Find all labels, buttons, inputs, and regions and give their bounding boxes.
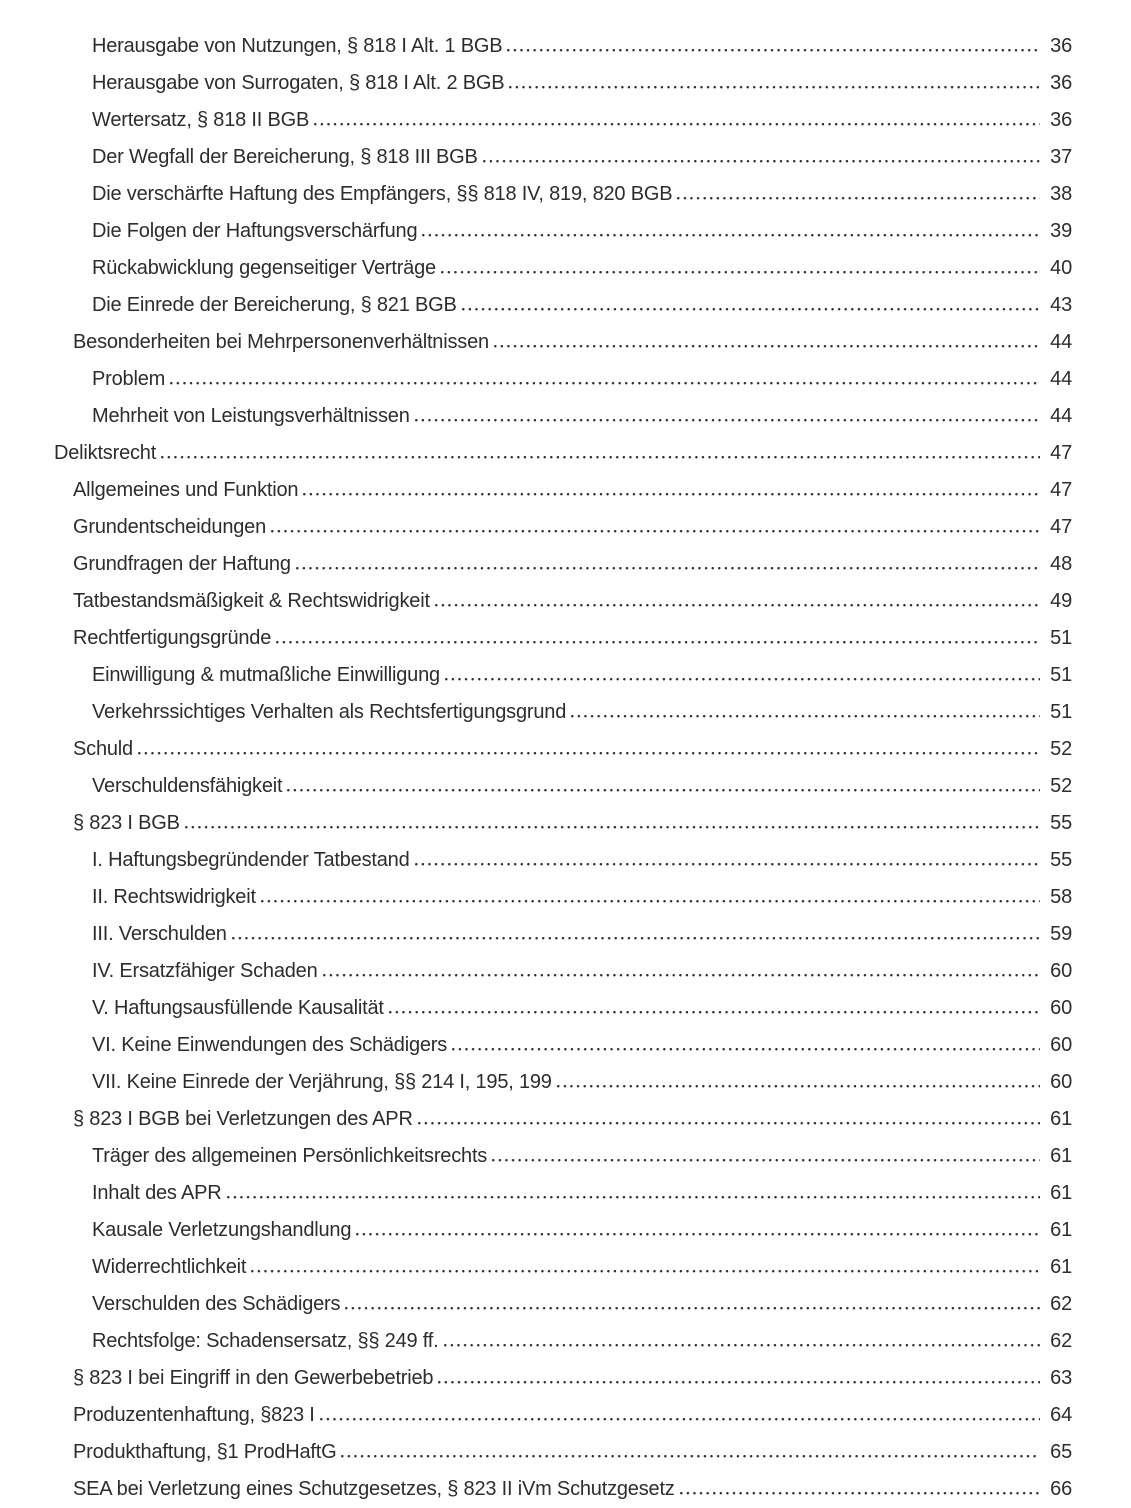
toc-entry[interactable] (54, 1249, 1072, 1286)
toc-entry[interactable] (54, 361, 1072, 398)
toc-entry-label: III. Verschulden (92, 923, 227, 945)
dot-leader (170, 381, 1040, 385)
toc-page-number: 47 (1050, 442, 1072, 464)
toc-entry[interactable] (54, 509, 1072, 546)
dot-leader (341, 1454, 1040, 1458)
toc-entry-label: Tatbestandsmäßigkeit & Rechtswidrigkeit (73, 590, 430, 612)
toc-entry-label: Rechtfertigungsgründe (73, 627, 272, 649)
toc-entry[interactable] (54, 139, 1072, 176)
toc-entry-label: I. Haftungsbegründender Tatbestand (92, 849, 410, 871)
dot-leader (415, 418, 1040, 422)
toc-page-number: 51 (1050, 701, 1072, 723)
toc-page-number: 48 (1050, 553, 1072, 575)
dot-leader (314, 122, 1040, 126)
toc-entry-label: VI. Keine Einwendungen des Schädigers (92, 1034, 448, 1056)
toc-entry[interactable] (54, 546, 1072, 583)
toc-entry[interactable] (54, 1027, 1072, 1064)
dot-leader (507, 48, 1040, 52)
toc-page-number: 40 (1050, 257, 1072, 279)
toc-entry[interactable] (54, 953, 1072, 990)
toc-entry-label: SEA bei Verletzung eines Schutzgesetzes, § 823 II iVm Schutzgesetz (73, 1478, 675, 1500)
toc-entry[interactable] (54, 879, 1072, 916)
toc-entry-label: Verschuldensfähigkeit (92, 775, 283, 797)
toc-page-number: 66 (1050, 1478, 1072, 1500)
toc-page-number: 64 (1050, 1404, 1072, 1426)
toc-page-number: 47 (1050, 479, 1072, 501)
toc-page-number: 55 (1050, 812, 1072, 834)
toc-page-number: 38 (1050, 183, 1072, 205)
toc-entry-label: Grundfragen der Haftung (73, 553, 291, 575)
toc-entry-label: Herausgabe von Surrogaten, § 818 I Alt. 2 BGB (92, 72, 505, 94)
toc-page-number: 58 (1050, 886, 1072, 908)
toc-entry-label: Einwilligung & mutmaßliche Einwilligung (92, 664, 440, 686)
toc-entry[interactable] (54, 1397, 1072, 1434)
dot-leader (356, 1232, 1040, 1236)
toc-entry[interactable] (54, 472, 1072, 509)
toc-entry-label: Allgemeines und Funktion (73, 479, 299, 501)
toc-page-number: 49 (1050, 590, 1072, 612)
dot-leader (444, 1343, 1041, 1347)
toc-entry[interactable] (54, 657, 1072, 694)
dot-leader (422, 233, 1040, 237)
toc-page-number: 63 (1050, 1367, 1072, 1389)
dot-leader (483, 159, 1040, 163)
dot-leader (509, 85, 1040, 89)
toc-entry[interactable] (54, 731, 1072, 768)
toc-entry-label: Widerrechtlichkeit (92, 1256, 247, 1278)
dot-leader (287, 788, 1040, 792)
toc-entry-label: Herausgabe von Nutzungen, § 818 I Alt. 1 BGB (92, 35, 503, 57)
dot-leader (227, 1195, 1040, 1199)
toc-page-number: 62 (1050, 1293, 1072, 1315)
toc-entry[interactable] (54, 768, 1072, 805)
toc-page-number: 51 (1050, 664, 1072, 686)
toc-page-number: 36 (1050, 35, 1072, 57)
toc-page-number: 60 (1050, 1034, 1072, 1056)
toc-entry-label: Rechtsfolge: Schadensersatz, §§ 249 ff. (92, 1330, 439, 1352)
toc-entry-label: Inhalt des APR (92, 1182, 222, 1204)
toc-page-number: 60 (1050, 960, 1072, 982)
toc-entry[interactable] (54, 65, 1072, 102)
toc-entry-label: Besonderheiten bei Mehrpersonenverhältnissen (73, 331, 489, 353)
toc-entry-label: VII. Keine Einrede der Verjährung, §§ 214 I, 195, 199 (92, 1071, 552, 1093)
toc-entry-label: Die Folgen der Haftungsverschärfung (92, 220, 418, 242)
toc-page-number: 36 (1050, 72, 1072, 94)
toc-page-number: 59 (1050, 923, 1072, 945)
dot-leader (438, 1380, 1040, 1384)
dot-leader (418, 1121, 1040, 1125)
toc-page-number: 44 (1050, 331, 1072, 353)
toc-entry[interactable] (54, 213, 1072, 250)
toc-entry[interactable] (54, 398, 1072, 435)
toc-entry[interactable] (54, 1286, 1072, 1323)
dot-leader (677, 196, 1040, 200)
toc-entry-label: Schuld (73, 738, 133, 760)
toc-entry[interactable] (54, 1212, 1072, 1249)
toc-entry[interactable] (54, 1138, 1072, 1175)
toc-page-number: 60 (1050, 997, 1072, 1019)
toc-entry[interactable] (54, 287, 1072, 324)
toc-entry[interactable] (54, 583, 1072, 620)
dot-leader (161, 455, 1040, 459)
toc-entry[interactable] (54, 805, 1072, 842)
toc-entry[interactable] (54, 990, 1072, 1027)
toc-entry-label: Kausale Verletzungshandlung (92, 1219, 352, 1241)
toc-entry[interactable] (54, 694, 1072, 731)
toc-entry-label: § 823 I BGB bei Verletzungen des APR (73, 1108, 413, 1130)
toc-page-number: 47 (1050, 516, 1072, 538)
dot-leader (557, 1084, 1040, 1088)
toc-entry-label: Verschulden des Schädigers (92, 1293, 341, 1315)
toc-entry-label: § 823 I BGB (73, 812, 180, 834)
toc-entry[interactable] (54, 916, 1072, 953)
toc-entry-label: Problem (92, 368, 166, 390)
dot-leader (680, 1491, 1040, 1495)
toc-entry-label: § 823 I bei Eingriff in den Gewerbebetrieb (73, 1367, 434, 1389)
dot-leader (571, 714, 1040, 718)
toc-entry-label: Träger des allgemeinen Persönlichkeitsrechts (92, 1145, 488, 1167)
toc-page-number: 36 (1050, 109, 1072, 131)
toc-page-number: 61 (1050, 1108, 1072, 1130)
dot-leader (441, 270, 1040, 274)
dot-leader (323, 973, 1040, 977)
dot-leader (296, 566, 1040, 570)
toc-page-number: 37 (1050, 146, 1072, 168)
toc-entry[interactable] (54, 842, 1072, 879)
toc-entry[interactable] (54, 1434, 1072, 1471)
dot-leader (232, 936, 1040, 940)
dot-leader (492, 1158, 1040, 1162)
toc-entry-label: II. Rechtswidrigkeit (92, 886, 256, 908)
toc-page-number: 61 (1050, 1182, 1072, 1204)
dot-leader (303, 492, 1040, 496)
dot-leader (389, 1010, 1040, 1014)
dot-leader (320, 1417, 1040, 1421)
dot-leader (251, 1269, 1040, 1273)
toc-page-number: 51 (1050, 627, 1072, 649)
toc-entry-label: Der Wegfall der Bereicherung, § 818 III BGB (92, 146, 478, 168)
toc-entry-label: Die Einrede der Bereicherung, § 821 BGB (92, 294, 457, 316)
dot-leader (462, 307, 1040, 311)
toc-entry-label: Deliktsrecht (54, 442, 157, 464)
toc-entry[interactable] (54, 1471, 1072, 1508)
dot-leader (435, 603, 1040, 607)
toc-entry[interactable] (54, 250, 1072, 287)
dot-leader (445, 677, 1040, 681)
toc-entry-label: Die verschärfte Haftung des Empfängers, §§ 818 IV, 819, 820 BGB (92, 183, 673, 205)
dot-leader (276, 640, 1040, 644)
dot-leader (138, 751, 1040, 755)
toc-entry[interactable] (54, 620, 1072, 657)
toc-page-number: 65 (1050, 1441, 1072, 1463)
toc-page-number: 52 (1050, 775, 1072, 797)
toc-page-number: 44 (1050, 405, 1072, 427)
toc-entry[interactable] (54, 1175, 1072, 1212)
dot-leader (415, 862, 1040, 866)
toc-entry[interactable] (54, 102, 1072, 139)
dot-leader (345, 1306, 1040, 1310)
dot-leader (261, 899, 1040, 903)
toc-page-number: 44 (1050, 368, 1072, 390)
toc-list (54, 28, 1072, 1508)
toc-page-number: 60 (1050, 1071, 1072, 1093)
dot-leader (494, 344, 1040, 348)
toc-page-number: 43 (1050, 294, 1072, 316)
toc-entry-label: Produkthaftung, §1 ProdHaftG (73, 1441, 337, 1463)
toc-page-number: 61 (1050, 1256, 1072, 1278)
toc-entry[interactable] (54, 1101, 1072, 1138)
toc-entry-label: Mehrheit von Leistungsverhältnissen (92, 405, 410, 427)
dot-leader (185, 825, 1040, 829)
toc-entry[interactable] (54, 435, 1072, 472)
toc-page-number: 61 (1050, 1145, 1072, 1167)
toc-page-number: 55 (1050, 849, 1072, 871)
toc-page-number: 61 (1050, 1219, 1072, 1241)
toc-page-number: 62 (1050, 1330, 1072, 1352)
toc-entry[interactable] (54, 324, 1072, 361)
toc-page-number: 52 (1050, 738, 1072, 760)
toc-entry[interactable] (54, 1360, 1072, 1397)
toc-entry-label: Rückabwicklung gegenseitiger Verträge (92, 257, 436, 279)
toc-entry[interactable] (54, 176, 1072, 213)
toc-entry-label: Produzentenhaftung, §823 I (73, 1404, 315, 1426)
toc-entry-label: Grundentscheidungen (73, 516, 267, 538)
dot-leader (271, 529, 1040, 533)
toc-page-number: 39 (1050, 220, 1072, 242)
toc-entry-label: Verkehrssichtiges Verhalten als Rechtsfertigungsgrund (92, 701, 567, 723)
toc-entry[interactable] (54, 28, 1072, 65)
toc-entry-label: V. Haftungsausfüllende Kausalität (92, 997, 384, 1019)
toc-entry[interactable] (54, 1323, 1072, 1360)
toc-entry-label: Wertersatz, § 818 II BGB (92, 109, 310, 131)
toc-entry-label: IV. Ersatzfähiger Schaden (92, 960, 318, 982)
dot-leader (452, 1047, 1040, 1051)
toc-entry[interactable] (54, 1064, 1072, 1101)
